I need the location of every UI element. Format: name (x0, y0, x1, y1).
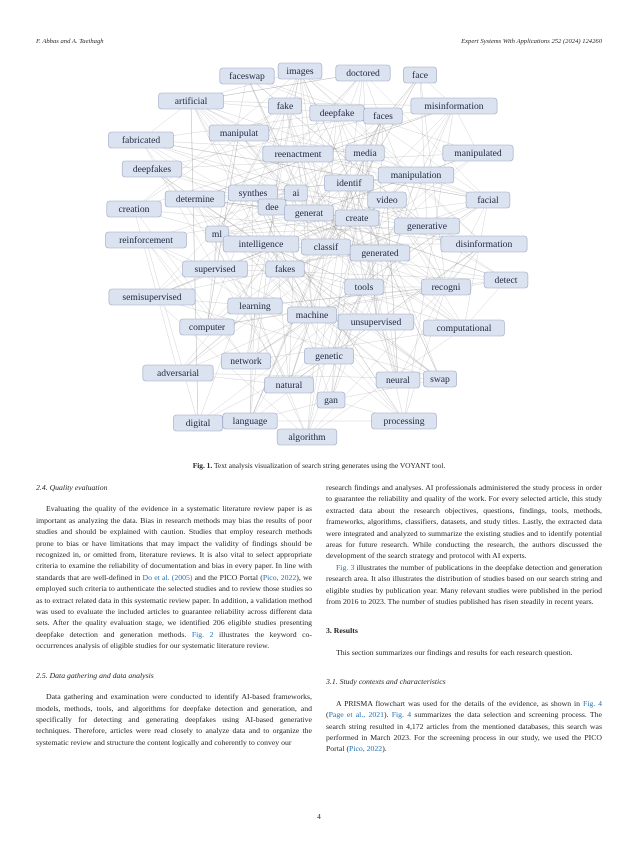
term-node-facial (466, 192, 510, 208)
term-node-algorithm (277, 429, 337, 445)
term-node-gan (317, 392, 345, 408)
term-node-label: disinformation (455, 239, 513, 250)
term-node-learning (228, 298, 282, 314)
term-node-label: video (376, 195, 398, 206)
term-node-label: creation (118, 204, 150, 215)
network-edge (152, 218, 357, 297)
term-node-label: misinformation (424, 101, 484, 112)
figure-label: Fig. 1. (192, 461, 213, 470)
term-node-label: neural (386, 375, 410, 386)
network-edge (285, 106, 326, 247)
term-node-unsupervised (338, 314, 414, 330)
term-node-label: reinforcement (119, 235, 173, 246)
term-node-natural (264, 377, 313, 393)
term-node-creation (107, 201, 161, 217)
term-node-label: deepfakes (132, 164, 172, 175)
term-node-doctored (336, 65, 390, 81)
term-node-label: determine (175, 194, 215, 205)
section-3-1-heading: 3.1. Study contexts and characteristics (326, 677, 446, 687)
figure-caption-text: Text analysis visualization of search string generates using the VOYANT tool. (213, 461, 446, 470)
term-node-generated (350, 245, 410, 261)
term-node-artificial (159, 93, 224, 109)
term-node-label: generated (361, 248, 399, 259)
term-node-label: fabricated (121, 135, 161, 146)
term-node-synthes (228, 185, 277, 201)
term-node-reinforcement (106, 232, 187, 248)
term-node-label: supervised (194, 264, 236, 275)
term-node-label: manipulation (390, 170, 442, 181)
term-node-label: faceswap (229, 71, 265, 82)
figure-caption (36, 461, 602, 470)
term-node-media (346, 145, 385, 161)
term-node-label: fakes (274, 264, 296, 275)
term-node-label: ai (292, 188, 300, 199)
term-node-label: recogni (431, 282, 461, 293)
section-2-5-paragraph: Data gathering and examination were conducted to identify AI-based frameworks, models, methods, tools, and algorithms for deepfake detection and generation, and specifically for detecting and generating deepfakes using AI-based generative techniques. Therefore, articles were read closely to analyze data and to organize the systematic review and structure the content logically and coherently to convey our (36, 692, 312, 747)
term-node-supervised (183, 261, 248, 277)
term-node-video (368, 192, 407, 208)
term-node-label: gan (324, 395, 338, 406)
ref-do-2005[interactable]: Do et al. (2005) (142, 572, 193, 582)
right-column (326, 482, 602, 755)
network-edge (289, 193, 296, 385)
ref-pico-2022[interactable]: Pico, 2022 (262, 572, 297, 582)
term-node-label: computer (188, 322, 226, 333)
term-node-neural (376, 372, 420, 388)
term-node-label: images (286, 66, 314, 77)
network-edge (331, 287, 364, 400)
term-node-label: facial (477, 195, 499, 206)
term-node-fakes (266, 261, 305, 277)
term-node-images (278, 63, 322, 79)
network-edge (464, 200, 488, 328)
term-node-label: unsupervised (350, 317, 402, 328)
term-node-label: language (232, 416, 268, 427)
fig3-paragraph: Fig. 3 illustrates the number of publications in the deepfake detection and generation research area. It also illustrates the distribution of studies based on our search string and eligible studies by publication year. Many relevant studies were published in the period from 2016 to 2023. The number of studies published has risen steadily in recent years. (326, 562, 602, 607)
term-node-processing (372, 413, 437, 429)
term-node-face (403, 67, 436, 83)
ref-fig-3[interactable]: Fig. 3 (336, 562, 355, 572)
term-node-label: faces (373, 111, 393, 122)
term-node-label: processing (383, 416, 425, 427)
term-node-label: network (230, 356, 262, 367)
term-node-label: intelligence (238, 239, 284, 250)
term-node-label: computational (436, 323, 492, 334)
term-node-generat (284, 205, 333, 221)
term-node-language (223, 413, 277, 429)
term-node-label: manipulated (454, 148, 502, 159)
term-node-generative (395, 218, 460, 234)
term-node-label: generat (294, 208, 324, 219)
term-node-label: tools (354, 282, 374, 293)
running-header-journal: Expert Systems With Applications 252 (2024) 124260 (461, 38, 602, 45)
term-node-detect (484, 272, 528, 288)
section-2-4-heading: 2.4. Quality evaluation (36, 483, 108, 492)
term-node-label: fake (276, 101, 294, 112)
term-node-label: algorithm (288, 432, 326, 443)
term-node-recogni (421, 279, 470, 295)
term-node-label: identif (336, 178, 362, 189)
term-node-faces (364, 108, 403, 124)
term-node-tools (345, 279, 384, 295)
left-column (36, 482, 312, 748)
term-node-label: deepfake (319, 108, 355, 119)
section-2-5-heading: 2.5. Data gathering and data analysis (36, 670, 154, 680)
term-node-label: classif (313, 242, 339, 253)
term-node-semisupervised (109, 289, 195, 305)
term-node-create (335, 210, 379, 226)
network-edge (146, 240, 207, 327)
term-node-classif (301, 239, 350, 255)
term-node-label: digital (185, 418, 211, 429)
term-node-faceswap (220, 68, 274, 84)
term-node-deepfake (310, 105, 364, 121)
term-node-genetic (304, 348, 353, 364)
section-3-1-paragraph: A PRISMA flowchart was used for the details of the evidence, as shown in Fig. 4 (Page et al., 2021). Fig. 4 summarizes the data selection and screening process. The search string resulted in 4,172 articles from the mentioned databases, this search was performed in March 2023. For the screening process in our study, we used the PICO Portal (Pico, 2022). (326, 698, 602, 754)
ref-fig-4-a[interactable]: Fig. 4 (582, 698, 602, 708)
page-number: 4 (317, 812, 321, 821)
term-node-label: manipulat (219, 128, 259, 139)
term-node-label: ml (211, 229, 223, 240)
term-node-manipulation (378, 167, 454, 183)
term-node-reenactment (263, 146, 333, 162)
term-node-label: synthes (238, 188, 268, 199)
term-node-label: swap (430, 374, 450, 385)
term-node-label: create (345, 213, 369, 224)
term-node-label: media (353, 148, 377, 159)
term-node-digital (173, 415, 222, 431)
term-node-label: semisupervised (122, 292, 182, 303)
term-node-label: generative (407, 221, 447, 232)
term-node-label: adversarial (156, 368, 200, 379)
term-node-label: genetic (315, 351, 343, 362)
term-node-label: doctored (346, 68, 380, 79)
term-node-label: machine (295, 310, 329, 321)
network-edge (420, 75, 427, 226)
section-3-heading: 3. Results (326, 626, 358, 636)
term-node-adversarial (143, 365, 213, 381)
term-node-label: artificial (174, 96, 208, 107)
term-node-identif (324, 175, 373, 191)
term-node-deepfakes (122, 161, 182, 177)
term-node-misinformation (411, 98, 497, 114)
term-node-label: natural (275, 380, 303, 391)
term-node-network (221, 353, 270, 369)
term-node-manipulated (443, 145, 513, 161)
term-node-disinformation (441, 236, 527, 252)
term-node-label: reenactment (274, 149, 322, 160)
term-node-fake (268, 98, 301, 114)
term-node-label: detect (494, 275, 518, 286)
term-node-ai (285, 185, 308, 201)
ref-fig-4-b[interactable]: Fig. 4 (391, 710, 412, 720)
running-header-authors: F. Abbas and A. Taeihagh (36, 38, 104, 45)
section-3-paragraph: This section summarizes our findings and results for each research question. (336, 647, 573, 657)
term-node-label: dee (265, 202, 279, 213)
ref-pico-2022-b[interactable]: Pico, 2022 (349, 744, 383, 754)
ref-fig-2[interactable]: Fig. 2 (191, 629, 214, 639)
ref-page-2021[interactable]: Page et al., 2021 (328, 710, 384, 720)
term-node-swap (423, 371, 456, 387)
term-node-computational (424, 320, 505, 336)
term-node-label: learning (239, 301, 271, 312)
term-node-computer (180, 319, 234, 335)
continued-paragraph: research findings and analyses. AI professionals administered the study process in order to guarantee the reliability and quality of the work. For every selected article, this study extracted data about the research objectives, questions, findings, tools, methods, frameworks, algorithms, classifiers, datasets, and study titles. Lastly, the extracted data were integrated and analyzed to summarize the existing studies and to identify potential areas for future research. While conducting the research, the authors discussed the development of the search strategy and protocol with AI experts. (326, 483, 602, 561)
section-2-4-paragraph: Evaluating the quality of the evidence in a systematic literature review paper is as important as analyzing the data. Bias in research methods may bias the results of poor studies and should be explained with caution. Studies that employ research methods prone to bias or have limitations that may impact the validity of findings should be recognized in, or omitted from, literature reviews. It is also vital to select appropriate criteria to examine the reliability of documentation and bias in every paper. In line with standards that are well-defined in Do et al. (2005) and the PICO Portal (Pico, 2022), we employed such criteria to authenticate the selected studies and to review those studies so as to extract related data in this systematic review paper. In addition, a validation method was used to evaluate the included articles to guarantee reliability across different data sets. After the quality evaluation stage, we identified 206 eligible studies presenting deepfake detection and generation methods. Fig. 2 illustrates the keyword co-occurrences analysis of eligible studies for our systematic literature review. (36, 504, 312, 651)
term-node-fabricated (109, 132, 174, 148)
network-edge (404, 287, 446, 421)
term-node-machine (287, 307, 336, 323)
term-node-determine (165, 191, 225, 207)
term-node-dee (258, 199, 286, 215)
term-node-manipulat (209, 125, 269, 141)
term-node-intelligence (223, 236, 299, 252)
term-node-label: face (412, 70, 428, 81)
